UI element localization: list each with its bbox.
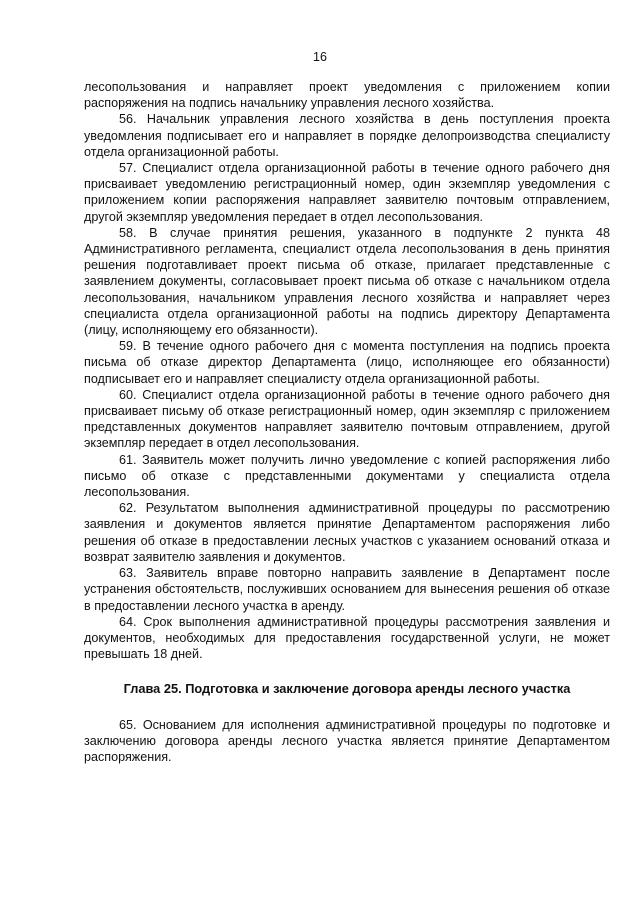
page-number: 16 bbox=[313, 50, 327, 64]
paragraph-60: 60. Специалист отдела организационной работы в течение одного рабочего дня присваивает письму об отказе регистрационный номер, один экземпляр с приложением представленных документов направляет заявителю почтовым отправлением, другой экземпляр передает в отдел лесопользования. bbox=[84, 387, 610, 451]
paragraph-64: 64. Срок выполнения административной процедуры рассмотрения заявления и документов, необходимых для предоставления государственной услуги, не может превышать 18 дней. bbox=[84, 614, 610, 662]
document-body bbox=[84, 79, 610, 765]
chapter-heading: Глава 25. Подготовка и заключение договора аренды лесного участка bbox=[123, 681, 571, 697]
paragraph-56: 56. Начальник управления лесного хозяйства в день поступления проекта уведомления подписывает его и направляет в порядке делопроизводства специалисту отдела организационной работы. bbox=[84, 112, 610, 159]
paragraph-continuation: лесопользования и направляет проект уведомления с приложением копии распоряжения на подпись начальнику управления лесного хозяйства. bbox=[84, 80, 610, 111]
paragraph-65: 65. Основанием для исполнения административной процедуры по подготовке и заключению договора аренды лесного участка является принятие Департаментом распоряжения. bbox=[84, 717, 610, 764]
paragraph-59: 59. В течение одного рабочего дня с момента поступления на подпись проекта письма об отказе директор Департамента (лицо, исполняющее его обязанности) подписывает его и направляет специалисту отдела организационной работы. bbox=[84, 339, 610, 386]
paragraph-57: 57. Специалист отдела организационной работы в течение одного рабочего дня присваивает уведомлению регистрационный номер, один экземпляр уведомления с приложением копии распоряжения направляет заявителю почтовым отправлением, другой экземпляр уведомления передает в отдел лесопользования. bbox=[84, 161, 610, 224]
paragraph-63: 63. Заявитель вправе повторно направить заявление в Департамент после устранения обстоятельств, послуживших основанием для вынесения решения об отказе в предоставлении лесного участка в аренду. bbox=[84, 566, 610, 613]
paragraph-58: 58. В случае принятия решения, указанного в подпункте 2 пункта 48 Административного регламента, специалист отдела лесопользования в день принятия решения подготавливает проект письма об отказе, прилагает представленные с заявлением документы, согласовывает проект письма об отказе с начальником отдела лесопользования, начальником управления лесного хозяйства и направляет через специалиста отдела организационной работы на подпись директору Департамента (лицу, исполняющему его обязанности). bbox=[84, 225, 610, 338]
paragraph-62: 62. Результатом выполнения административной процедуры по рассмотрению заявления и документов является принятие Департаментом распоряжения либо решения об отказе в предоставлении лесных участков с указанием оснований отказа и возврат заявителю заявления и документов. bbox=[84, 501, 610, 564]
paragraph-61: 61. Заявитель может получить лично уведомление с копией распоряжения либо письмо об отказе с представленными документами у специалиста отдела лесопользования. bbox=[84, 452, 610, 500]
